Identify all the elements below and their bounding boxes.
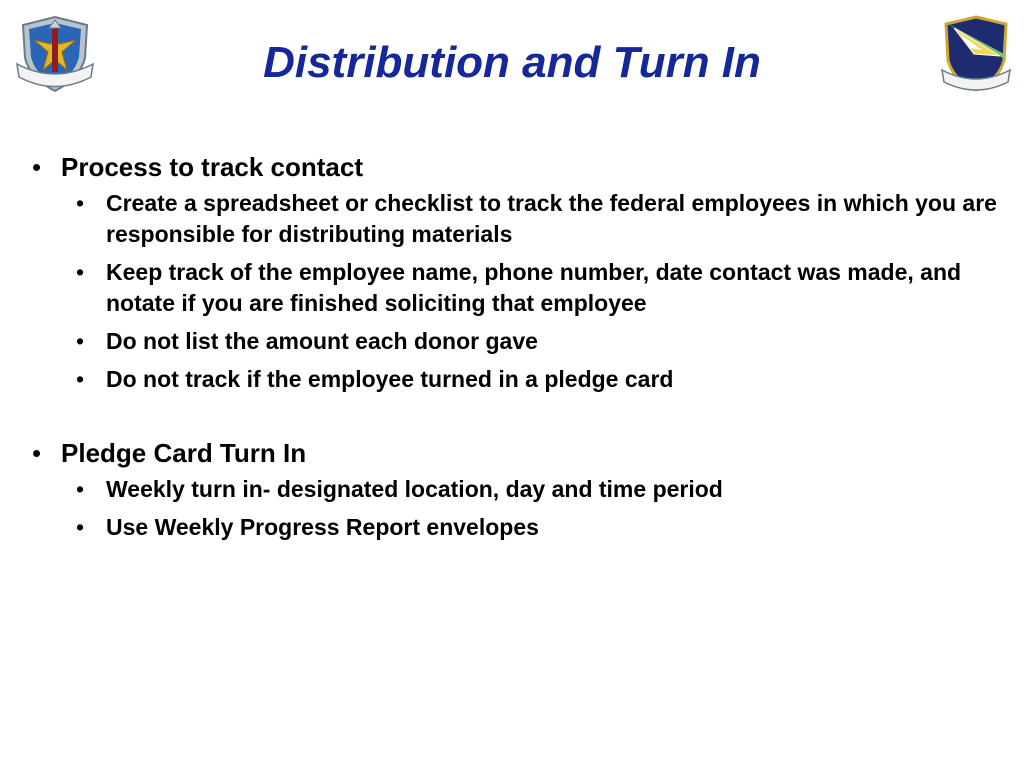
bullet-list — [30, 150, 1000, 550]
sub-bullet: • Do not track if the employee turned in a pledge card — [30, 364, 1000, 395]
sub-bullet: • Create a spreadsheet or checklist to track the federal employees in which you are responsible for distributing materials — [30, 188, 1000, 250]
sub-bullet: • Do not list the amount each donor gave — [30, 326, 1000, 357]
sub-bullet: • Keep track of the employee name, phone number, date contact was made, and notate if you are finished soliciting that employee — [30, 257, 1000, 319]
bullet-heading: • Process to track contact — [30, 150, 1000, 184]
slide-title: Distribution and Turn In — [263, 38, 761, 87]
bullet-section-turn-in — [30, 436, 1000, 543]
sub-bullet: • Weekly turn in- designated location, day and time period — [30, 474, 1000, 505]
bullet-heading: • Pledge Card Turn In — [30, 436, 1000, 470]
bullet-section-tracking — [30, 150, 1000, 395]
sub-bullet: • Use Weekly Progress Report envelopes — [30, 512, 1000, 543]
